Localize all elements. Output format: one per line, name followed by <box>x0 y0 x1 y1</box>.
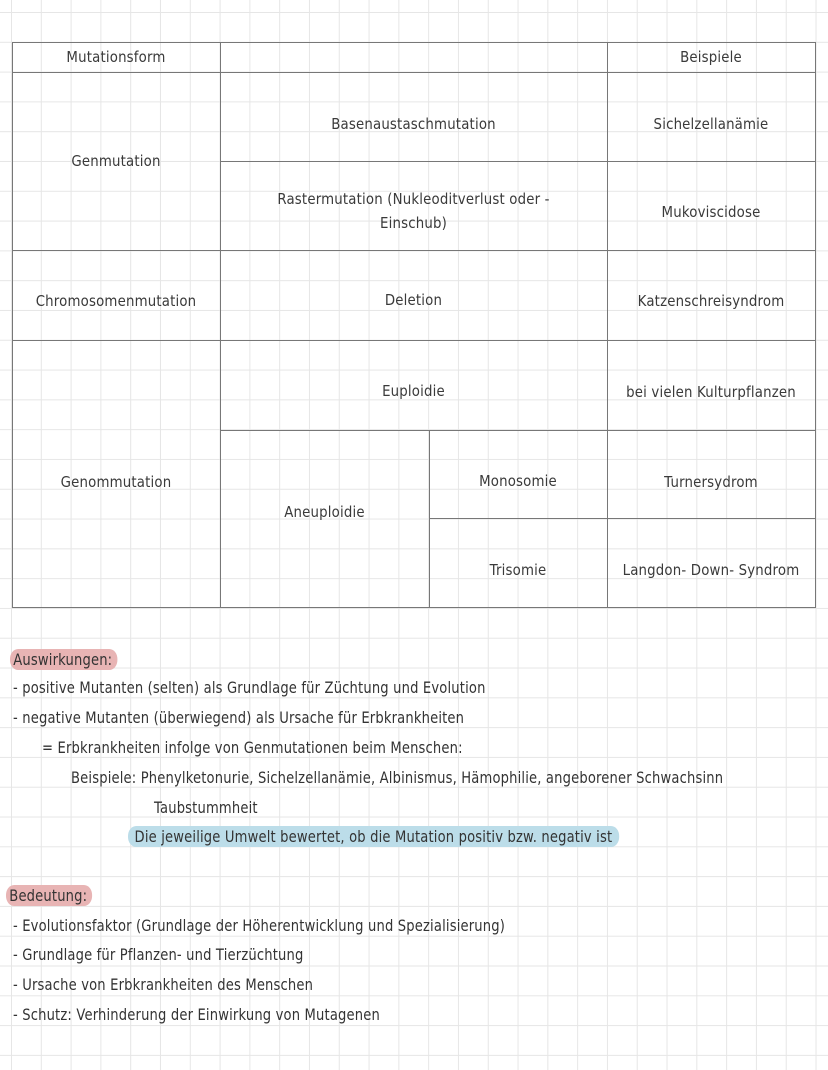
auswirkungen-line: = Erbkrankheiten infolge von Genmutationen beim Menschen: <box>42 738 463 757</box>
bedeutung-line: - Grundlage für Pflanzen- und Tierzüchtung <box>13 945 304 964</box>
type-rastermutation-line1: Rastermutation (Nukleoditverlust oder - <box>277 189 550 208</box>
bedeutung-line: - Ursache von Erbkrankheiten des Menschen <box>13 975 314 994</box>
example-sichelzell: Sichelzellanämie <box>653 115 769 134</box>
type-aneuploidie: Aneuploidie <box>284 502 365 521</box>
table-border <box>607 42 608 608</box>
auswirkungen-heading-text: Auswirkungen: <box>10 649 117 670</box>
sub-monosomie: Monosomie <box>479 471 557 490</box>
form-chromosomenmutation: Chromosomenmutation <box>35 291 197 310</box>
bedeutung-heading-text: Bedeutung: <box>6 885 92 906</box>
example-mukoviscidose: Mukoviscidose <box>661 202 761 221</box>
example-down: Langdon- Down- Syndrom <box>622 560 800 579</box>
auswirkungen-heading <box>10 650 117 669</box>
sub-trisomie: Trisomie <box>489 560 547 579</box>
type-rastermutation-line2: Einschub) <box>380 214 447 232</box>
type-rastermutation <box>247 161 580 261</box>
bedeutung-line: - Evolutionsfaktor (Grundlage der Höherentwicklung und Spezialisierung) <box>13 916 506 935</box>
table-border <box>12 42 13 608</box>
umwelt-note-text: Die jeweilige Umwelt bewertet, ob die Mutation positiv bzw. negativ ist <box>128 826 619 847</box>
type-euploidie: Euploidie <box>382 381 445 400</box>
table-border <box>220 42 221 608</box>
auswirkungen-line: Beispiele: Phenylketonurie, Sichelzellanämie, Albinismus, Hämophilie, angeborener Schwachsinn <box>71 768 724 787</box>
auswirkungen-line: - positive Mutanten (selten) als Grundlage für Züchtung und Evolution <box>13 678 486 697</box>
example-katzenschrei: Katzenschreisyndrom <box>637 291 785 310</box>
table-border <box>429 430 430 608</box>
type-basenaustausch: Basenaustaschmutation <box>331 115 496 134</box>
header-beispiele: Beispiele <box>680 47 742 66</box>
bedeutung-heading <box>6 886 92 905</box>
auswirkungen-line: Taubstummheit <box>154 798 258 817</box>
umwelt-note <box>128 827 619 846</box>
auswirkungen-line: - negative Mutanten (überwiegend) als Ursache für Erbkrankheiten <box>13 708 465 727</box>
form-genmutation: Genmutation <box>71 151 161 170</box>
header-mutationsform: Mutationsform <box>66 47 166 66</box>
table-border <box>815 42 816 608</box>
bedeutung-line: - Schutz: Verhinderung der Einwirkung von Mutagenen <box>13 1005 380 1024</box>
example-turner: Turnersydrom <box>664 472 758 491</box>
type-deletion: Deletion <box>384 290 443 309</box>
example-kulturpflanzen: bei vielen Kulturpflanzen <box>626 382 796 401</box>
form-genommutation: Genommutation <box>60 473 172 492</box>
